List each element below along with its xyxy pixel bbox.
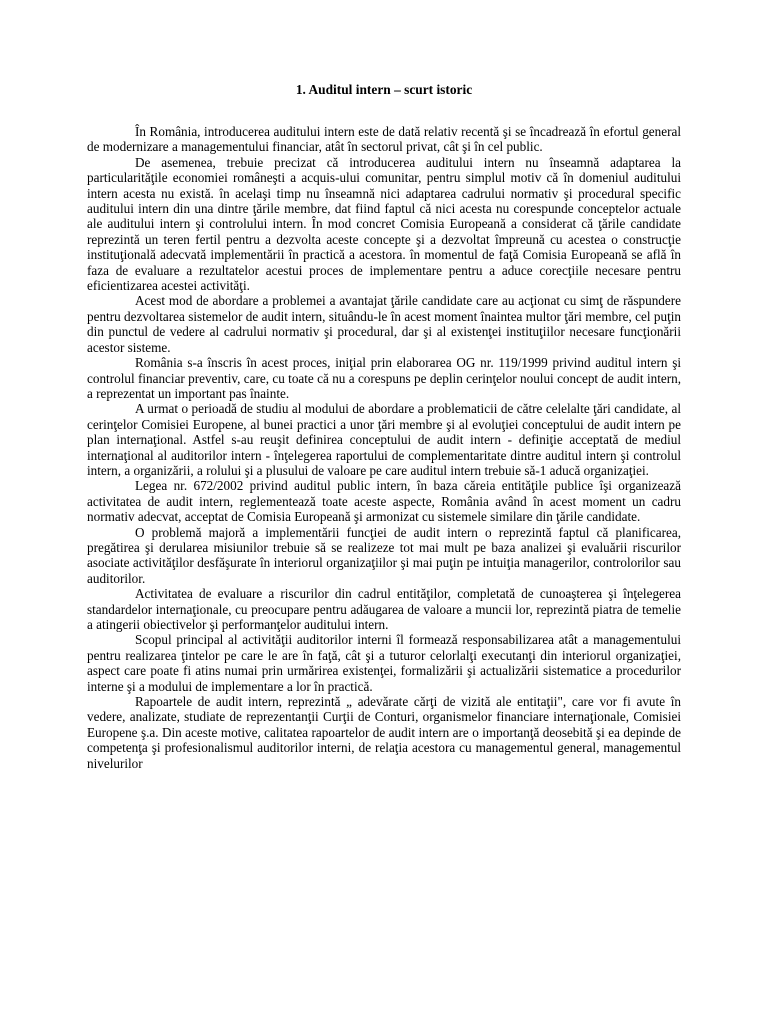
paragraph: Activitatea de evaluare a riscurilor din cadrul entităţilor, completată de cunoaşterea şi înţelegerea standardelor internaţionale, cu preocupare pentru adăugarea de valoare a muncii lor, reprezintă piatra de temelie a atingerii obiectivelor şi performanţelor auditului intern.: [87, 586, 681, 632]
paragraph: De asemenea, trebuie precizat că introducerea auditului intern nu înseamnă adaptarea la particularităţile economiei româneşti a acquis-ului comunitar, pentru simplul motiv că în domeniul auditului intern acesta nu există. în acelaşi timp nu înseamnă nici adaptarea cadrului normativ şi procedural specific auditului intern din una dintre ţările membre, dat fiind faptul că nici acesta nu corespunde conceptelor actuale ale auditului intern şi controlului intern. În mod concret Comisia Europeană a considerat că ţările candidate reprezintă un teren fertil pentru a dezvolta aceste concepte şi a dezvoltat împreună cu acestea o construcţie instituţională adecvată implementării în practică a acestora. în momentul de faţă Comisia Europeană se află în faza de evaluare a rezultatelor acestui proces de implementare pentru a aduce corecţiile necesare pentru eficientizarea acestei activităţi.: [87, 154, 681, 294]
paragraph: Rapoartele de audit intern, reprezintă „ adevărate cărţi de vizită ale entitaţii", care vor fi avute în vedere, analizate, studiate de reprezentanţii Curţii de Conturi, organismelor financiare internaţionale, Comisiei Europene ş.a. Din aceste motive, calitatea rapoartelor de audit intern are o importanţă deosebită şi ea depinde de competenţa şi profesionalismul auditorilor interni, de relaţia acestora cu managementul general, managementul nivelurilor: [87, 694, 681, 771]
paragraph: Acest mod de abordare a problemei a avantajat ţările candidate care au acţionat cu simţ de răspundere pentru dezvoltarea sistemelor de audit intern, situându-le în acest moment înaintea multor ţări membre, cel puţin din punctul de vedere al cadrului normativ şi procedural, dar şi al existenţei instituţiilor necesare funcţionării acestor sisteme.: [87, 293, 681, 355]
paragraph: A urmat o perioadă de studiu al modului de abordare a problematicii de către celelalte ţări candidate, al cerinţelor Comisiei Europene, al bunei practici a unor ţări membre şi al evoluţiei conceptului de audit intern pe plan internaţional. Astfel s-au reuşit definirea conceptului de audit intern - definiţie acceptată de mediul internaţional al auditorilor intern - înţelegerea raportului de complementaritate dintre auditul intern şi controlul intern, a organizării, a rolului şi a plusului de valoare pe care auditul intern trebuie să-1 aducă organizaţiei.: [87, 401, 681, 478]
paragraph: România s-a înscris în acest proces, iniţial prin elaborarea OG nr. 119/1999 privind auditul intern şi controlul financiar preventiv, care, cu toate că nu a corespuns pe deplin cerinţelor noului concept de audit intern, a reprezentat un important pas înainte.: [87, 355, 681, 401]
paragraph: O problemă majoră a implementării funcţiei de audit intern o reprezintă faptul că planificarea, pregătirea şi derularea misiunilor trebuie să se realizeze tot mai mult pe baza analizei şi evaluării riscurilor asociate activităţilor desfăşurate în interiorul organizaţiilor şi mai puţin pe intuiţia managerilor, controlorilor sau auditorilor.: [87, 524, 681, 586]
paragraph: Scopul principal al activităţii auditorilor interni îl formează responsabilizarea atât a managementului pentru realizarea ţintelor pe care le are în faţă, cât şi a tuturor celorlalţi executanţi din interiorul organizaţiei, aspect care poate fi atins numai prin urmărirea existenţei, formalizării şi actualizării sistematice a procedurilor interne şi a modului de implementare a lor în practică.: [87, 632, 681, 694]
paragraph: Legea nr. 672/2002 privind auditul public intern, în baza căreia entităţile publice îşi organizează activitatea de audit intern, reglementează toate aceste aspecte, România având în acest moment un cadru normativ adecvat, acceptat de Comisia Europeană şi armonizat cu sistemele similare din ţările candidate.: [87, 478, 681, 525]
paragraph: În România, introducerea auditului intern este de dată relativ recentă şi se încadrează în efortul general de modernizare a managementului financiar, atât în sectorul privat, cât şi în cel public.: [87, 124, 681, 155]
document-page: [87, 82, 681, 771]
document-title: 1. Auditul intern – scurt istoric: [295, 82, 473, 97]
